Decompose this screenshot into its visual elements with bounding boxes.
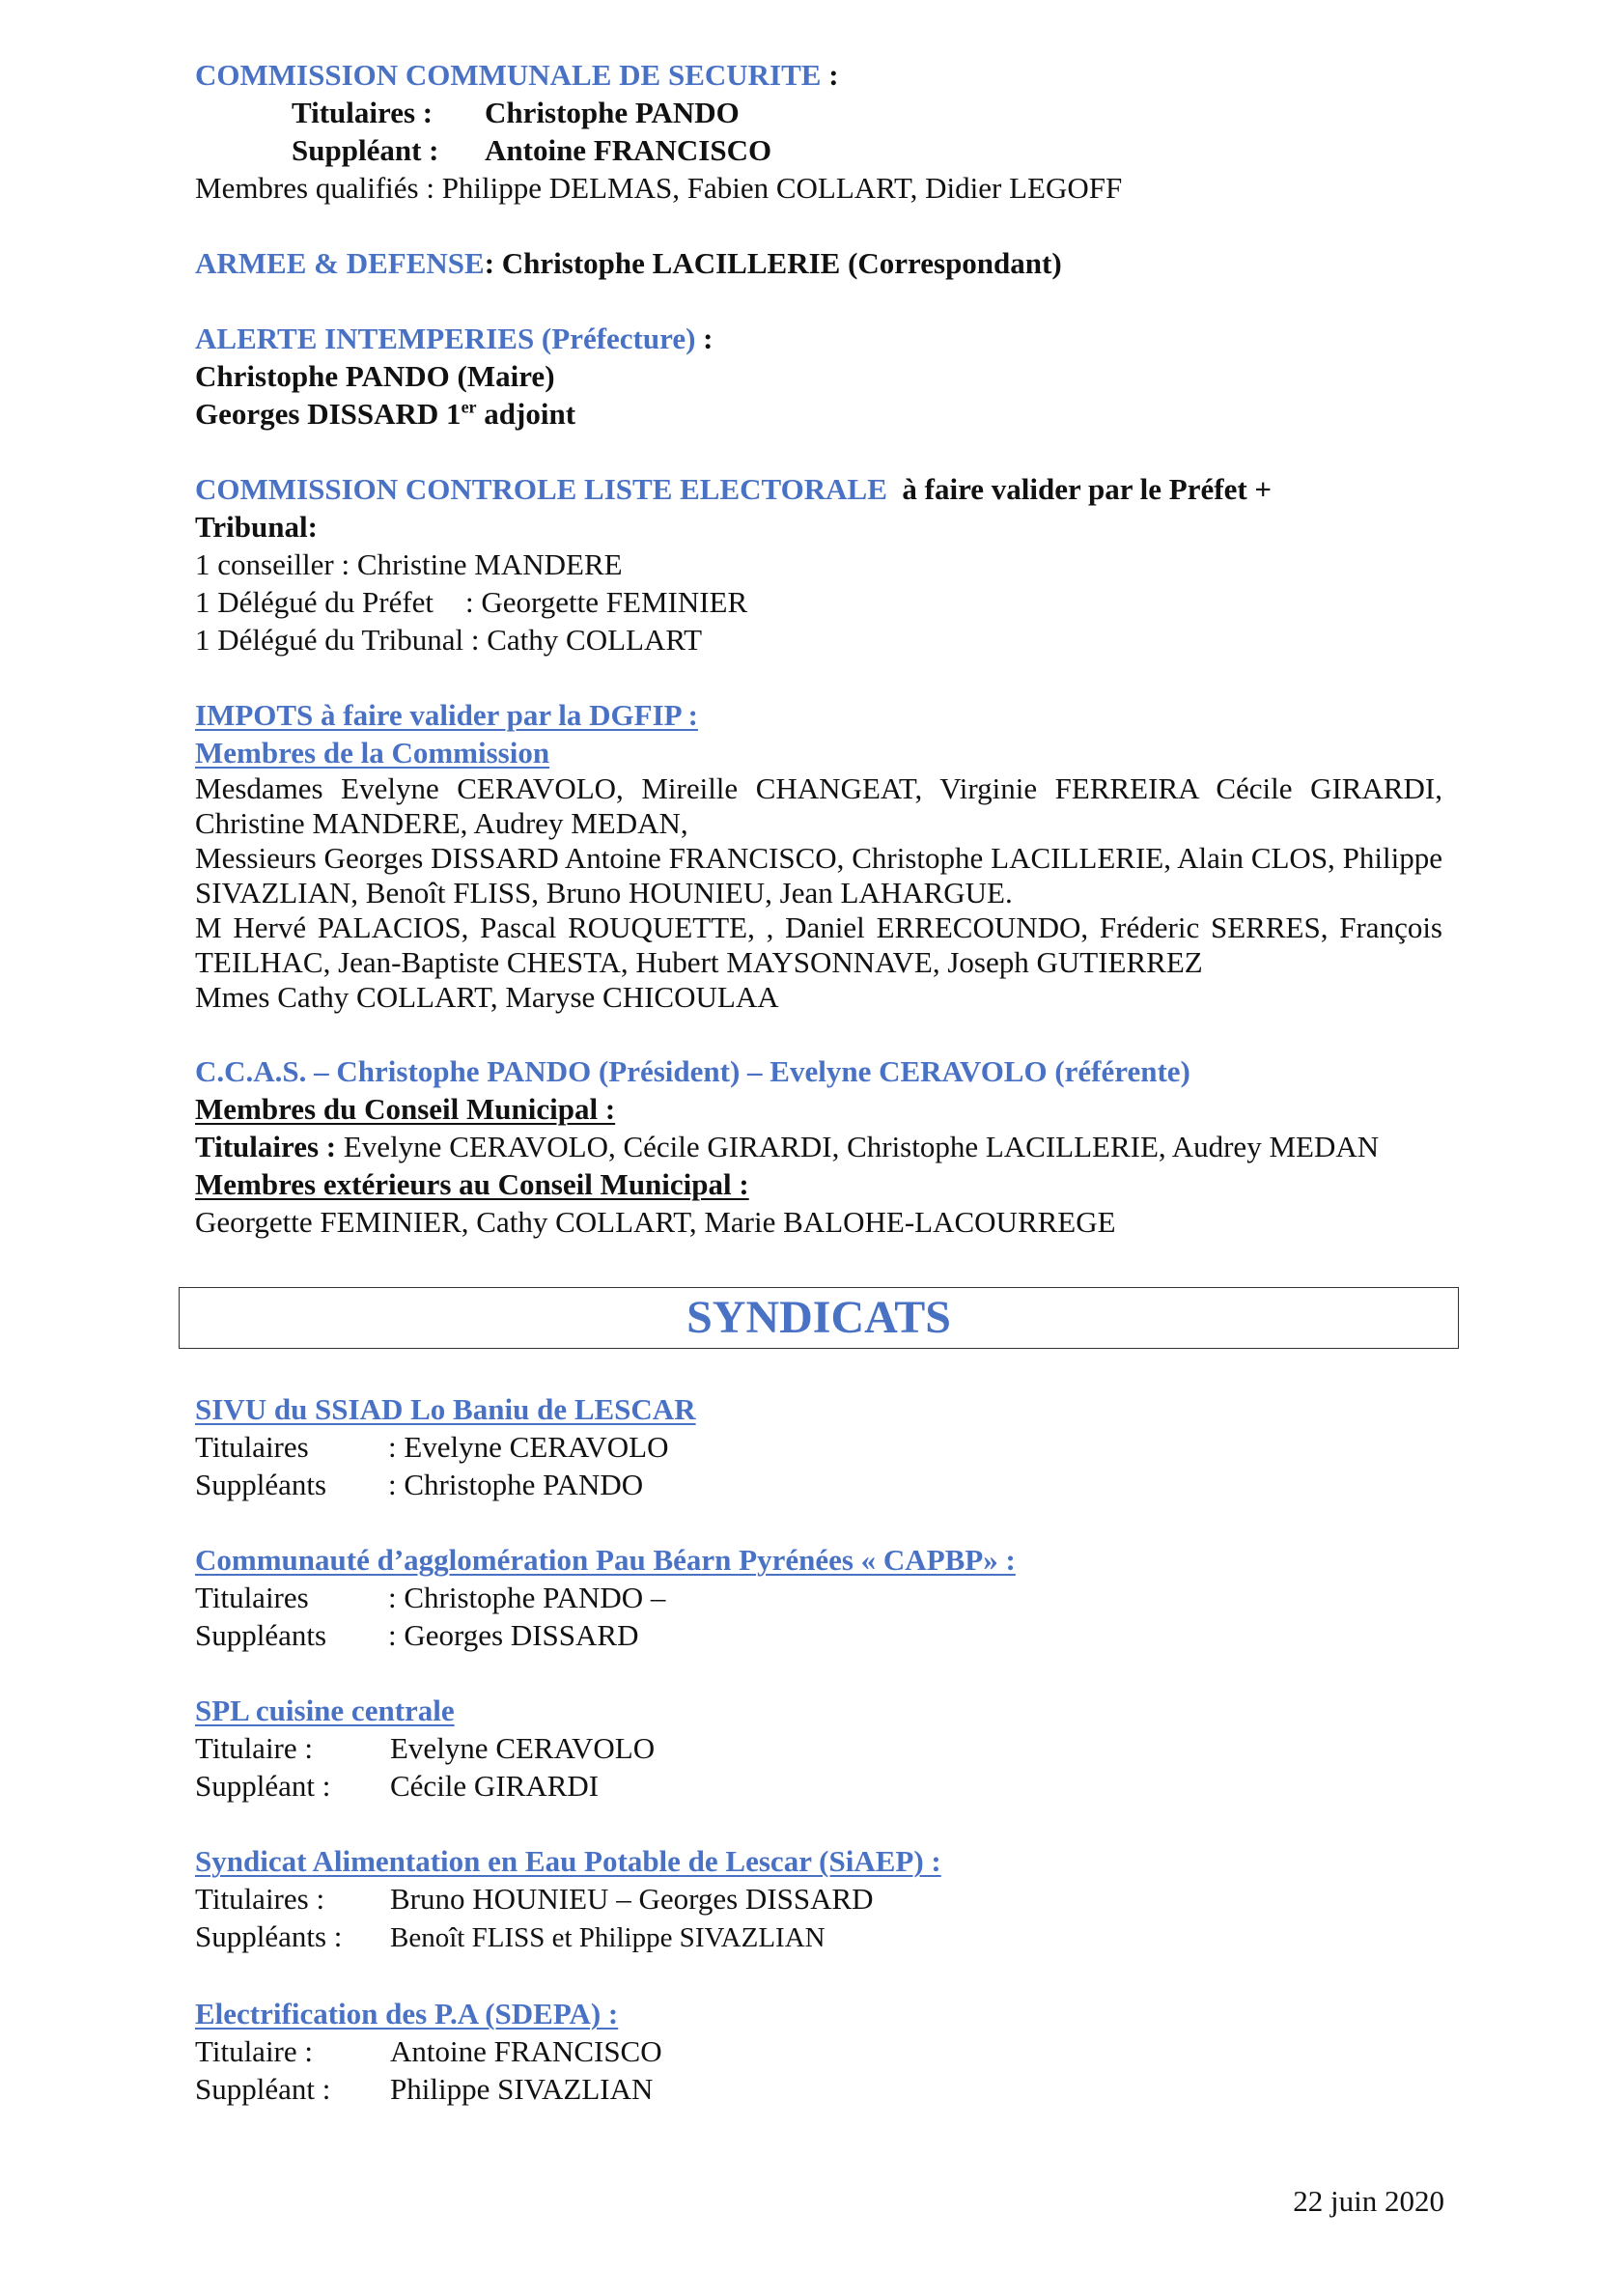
- siaep-titulaires: [195, 1880, 1450, 1918]
- ccs-heading: [195, 56, 1450, 94]
- syndicats-title: SYNDICATS: [686, 1292, 951, 1343]
- spl-suppleant: [195, 1767, 1450, 1805]
- spl-s-label: Suppléant :: [195, 1769, 331, 1803]
- electorale-l1-value: Christine MANDERE: [356, 547, 623, 581]
- electorale-l1-label: 1 conseiller :: [195, 547, 350, 581]
- electorale-note: à faire valider par le Préfet +: [902, 472, 1273, 506]
- capbp-t-value: : Christophe PANDO –: [388, 1581, 666, 1614]
- electorale-heading: [195, 470, 1450, 508]
- ccs-titulaires: [195, 94, 1450, 131]
- ccs-titulaires-label: Titulaires :: [292, 96, 434, 129]
- electorale-l2: [195, 583, 1450, 621]
- document-date: 22 juin 2020: [1293, 2184, 1444, 2218]
- ccs-membres: Membres qualifiés : Philippe DELMAS, Fabien COLLART, Didier LEGOFF: [195, 171, 1123, 205]
- electorale-title: COMMISSION CONTROLE LISTE ELECTORALE: [195, 472, 887, 506]
- alerte-colon: :: [703, 322, 714, 355]
- sivu-t-label: Titulaires: [195, 1430, 309, 1464]
- capbp-s-value: : Georges DISSARD: [388, 1618, 639, 1652]
- siaep-t-label: Titulaires :: [195, 1882, 325, 1916]
- document-body: [195, 56, 1450, 1241]
- sivu-t-value: : Evelyne CERAVOLO: [388, 1430, 669, 1464]
- sdepa-suppleant: [195, 2070, 1450, 2108]
- armee-value: : Christophe LACILLERIE (Correspondant): [484, 246, 1062, 280]
- sivu-s-value: : Christophe PANDO: [388, 1468, 644, 1501]
- capbp-t-label: Titulaires: [195, 1581, 309, 1614]
- alerte-line2-pre: Georges DISSARD 1: [195, 397, 462, 431]
- spl-titulaire: [195, 1729, 1450, 1767]
- ccs-suppleant-label: Suppléant :: [292, 133, 439, 167]
- ccs-title: COMMISSION COMMUNALE DE SECURITE: [195, 58, 822, 92]
- capbp-suppleants: [195, 1616, 1450, 1654]
- alerte-title: ALERTE INTEMPERIES (Préfecture): [195, 322, 696, 355]
- sivu-s-label: Suppléants: [195, 1468, 327, 1501]
- siaep-t-value: Bruno HOUNIEU – Georges DISSARD: [390, 1882, 874, 1916]
- impots-title: IMPOTS à faire valider par la DGFIP :: [195, 698, 698, 732]
- spl-s-value: Cécile GIRARDI: [390, 1769, 600, 1803]
- sdepa-title: Electrification des P.A (SDEPA) :: [195, 1997, 619, 2030]
- ccas-ext-value: Georgette FEMINIER, Cathy COLLART, Marie BALOHE-LACOURREGE: [195, 1205, 1116, 1239]
- sivu-title: SIVU du SSIAD Lo Baniu de LESCAR: [195, 1392, 696, 1426]
- impots-p3: M Hervé PALACIOS, Pascal ROUQUETTE, , Daniel ERRECOUNDO, Fréderic SERRES, François TEILHAC, Jean-Baptiste CHESTA, Hubert MAYSONNAVE, Joseph GUTIERREZ: [195, 910, 1442, 979]
- ccas-titulaires: [195, 1128, 1450, 1165]
- alerte-line2-sup: er: [461, 397, 477, 417]
- spl-t-value: Evelyne CERAVOLO: [390, 1731, 656, 1765]
- siaep-title: Syndicat Alimentation en Eau Potable de Lescar (SiAEP) :: [195, 1844, 941, 1878]
- sdepa-t-value: Antoine FRANCISCO: [390, 2034, 662, 2068]
- electorale-note2: Tribunal:: [195, 510, 318, 544]
- syndicats-banner: [179, 1287, 1459, 1349]
- electorale-l2-label: 1 Délégué du Préfet: [195, 585, 434, 619]
- sdepa-s-value: Philippe SIVAZLIAN: [390, 2072, 654, 2106]
- electorale-l1: [195, 546, 1450, 583]
- impots-subtitle: Membres de la Commission: [195, 736, 550, 770]
- syndicats-section: [195, 1390, 1450, 2108]
- ccas-membres-cm: Membres du Conseil Municipal :: [195, 1092, 616, 1126]
- alerte-line2: [195, 395, 1450, 433]
- alerte-line2-post: adjoint: [476, 397, 576, 431]
- siaep-suppleants: [195, 1918, 1450, 1957]
- alerte-line1: Christophe PANDO (Maire): [195, 359, 555, 393]
- sdepa-titulaire: [195, 2032, 1450, 2070]
- armee-line: [195, 244, 1450, 282]
- ccas-titulaires-label: Titulaires :: [195, 1130, 337, 1163]
- ccas-titulaires-value: Evelyne CERAVOLO, Cécile GIRARDI, Christophe LACILLERIE, Audrey MEDAN: [336, 1130, 1380, 1163]
- capbp-titulaires: [195, 1579, 1450, 1616]
- capbp-title: Communauté d’agglomération Pau Béarn Pyrénées « CAPBP» :: [195, 1543, 1016, 1577]
- ccas-title: C.C.A.S. – Christophe PANDO (Président) – Evelyne CERAVOLO (référente): [195, 1054, 1190, 1088]
- armee-title: ARMEE & DEFENSE: [195, 246, 485, 280]
- impots-p1: Mesdames Evelyne CERAVOLO, Mireille CHANGEAT, Virginie FERREIRA Cécile GIRARDI, Christine MANDERE, Audrey MEDAN,: [195, 771, 1442, 840]
- siaep-s-label: Suppléants :: [195, 1919, 343, 1953]
- sdepa-s-label: Suppléant :: [195, 2072, 331, 2106]
- ccs-suppleant-value: Antoine FRANCISCO: [485, 133, 772, 167]
- sdepa-t-label: Titulaire :: [195, 2034, 314, 2068]
- ccas-membres-ext: Membres extérieurs au Conseil Municipal :: [195, 1167, 749, 1201]
- capbp-s-label: Suppléants: [195, 1618, 327, 1652]
- electorale-l3: 1 Délégué du Tribunal : Cathy COLLART: [195, 623, 703, 657]
- ccs-colon: :: [828, 58, 839, 92]
- spl-title: SPL cuisine centrale: [195, 1694, 455, 1727]
- spl-t-label: Titulaire :: [195, 1731, 314, 1765]
- impots-p4: Mmes Cathy COLLART, Maryse CHICOULAA: [195, 980, 779, 1014]
- alerte-heading: [195, 320, 1450, 357]
- impots-p2: Messieurs Georges DISSARD Antoine FRANCISCO, Christophe LACILLERIE, Alain CLOS, Philippe SIVAZLIAN, Benoît FLISS, Bruno HOUNIEU, Jean LAHARGUE.: [195, 841, 1442, 910]
- sivu-suppleants: [195, 1466, 1450, 1503]
- sivu-titulaires: [195, 1428, 1450, 1466]
- siaep-s-value: Benoît FLISS et Philippe SIVAZLIAN: [390, 1922, 825, 1953]
- ccs-suppleant: [195, 131, 1450, 169]
- electorale-l2-value: : Georgette FEMINIER: [465, 585, 748, 619]
- ccs-titulaires-value: Christophe PANDO: [485, 96, 740, 129]
